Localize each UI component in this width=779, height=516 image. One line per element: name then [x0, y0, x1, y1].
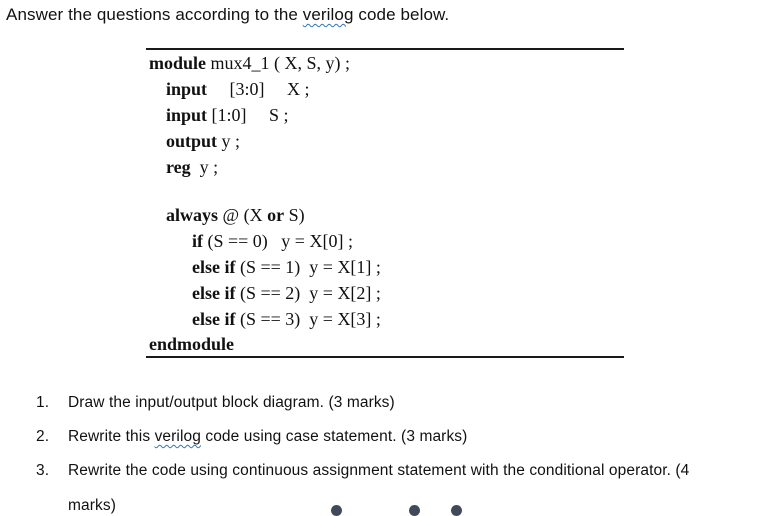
question-text — [68, 428, 467, 446]
code-line-else-if-2 — [192, 282, 381, 304]
code-line-input-x — [166, 78, 310, 100]
keyword-input: input — [166, 79, 208, 99]
code-line-if — [192, 230, 353, 252]
instruction-after: code below. — [353, 5, 450, 24]
keyword-or: or — [267, 205, 285, 225]
keyword-else-if: else if — [192, 257, 236, 277]
instruction-text — [6, 5, 449, 25]
code-text: (S == 2) y = X[2] ; — [235, 283, 381, 303]
carousel-dot-2[interactable] — [409, 505, 420, 516]
keyword-if: if — [192, 231, 203, 251]
keyword-always: always — [166, 205, 219, 225]
code-text: [1:0] S ; — [207, 105, 289, 125]
code-line-else-if-1 — [192, 256, 381, 278]
code-text: mux4_1 ( X, S, y) ; — [206, 53, 351, 73]
code-text: @ (X — [218, 205, 268, 225]
code-line-input-s — [166, 104, 289, 126]
spellcheck-word-verilog: verilog — [154, 428, 201, 445]
carousel-dot-3[interactable] — [451, 505, 462, 516]
code-text: y ; — [190, 157, 219, 177]
keyword-else-if: else if — [192, 283, 236, 303]
instruction-before: Answer the questions according to the — [6, 5, 303, 24]
question-text-part: code using case statement. (3 marks) — [200, 428, 468, 445]
code-line-module — [149, 52, 350, 74]
code-text: [3:0] X ; — [207, 79, 310, 99]
question-1 — [36, 394, 395, 412]
question-number: 1. — [36, 394, 50, 411]
code-line-else-if-3 — [192, 308, 381, 330]
keyword-input: input — [166, 105, 208, 125]
code-text: (S == 1) y = X[1] ; — [235, 257, 381, 277]
code-line-output — [166, 130, 240, 152]
code-bottom-rule — [146, 356, 624, 358]
question-text: Rewrite the code using continuous assignment statement with the conditional operator. (4 — [68, 462, 690, 479]
carousel-dot-1[interactable] — [331, 505, 342, 516]
code-line-always — [166, 204, 305, 226]
question-number: 3. — [36, 462, 50, 479]
spellcheck-word-verilog: verilog — [302, 5, 354, 24]
code-text: S) — [284, 205, 305, 225]
code-line-endmodule — [149, 333, 234, 355]
keyword-reg: reg — [166, 157, 191, 177]
code-text: (S == 3) y = X[3] ; — [235, 309, 381, 329]
keyword-module: module — [149, 53, 207, 73]
keyword-else-if: else if — [192, 309, 236, 329]
keyword-endmodule: endmodule — [149, 334, 235, 354]
question-3 — [36, 462, 690, 480]
question-number: 2. — [36, 428, 50, 445]
question-text-part: Rewrite this — [68, 428, 155, 445]
question-2 — [36, 428, 468, 446]
question-3-continued: marks) — [68, 497, 116, 514]
code-line-reg — [166, 156, 218, 178]
code-text: y ; — [217, 131, 241, 151]
code-text: (S == 0) y = X[0] ; — [203, 231, 353, 251]
question-text: Draw the input/output block diagram. (3 marks) — [68, 394, 395, 411]
code-top-rule — [146, 48, 624, 50]
keyword-output: output — [166, 131, 218, 151]
